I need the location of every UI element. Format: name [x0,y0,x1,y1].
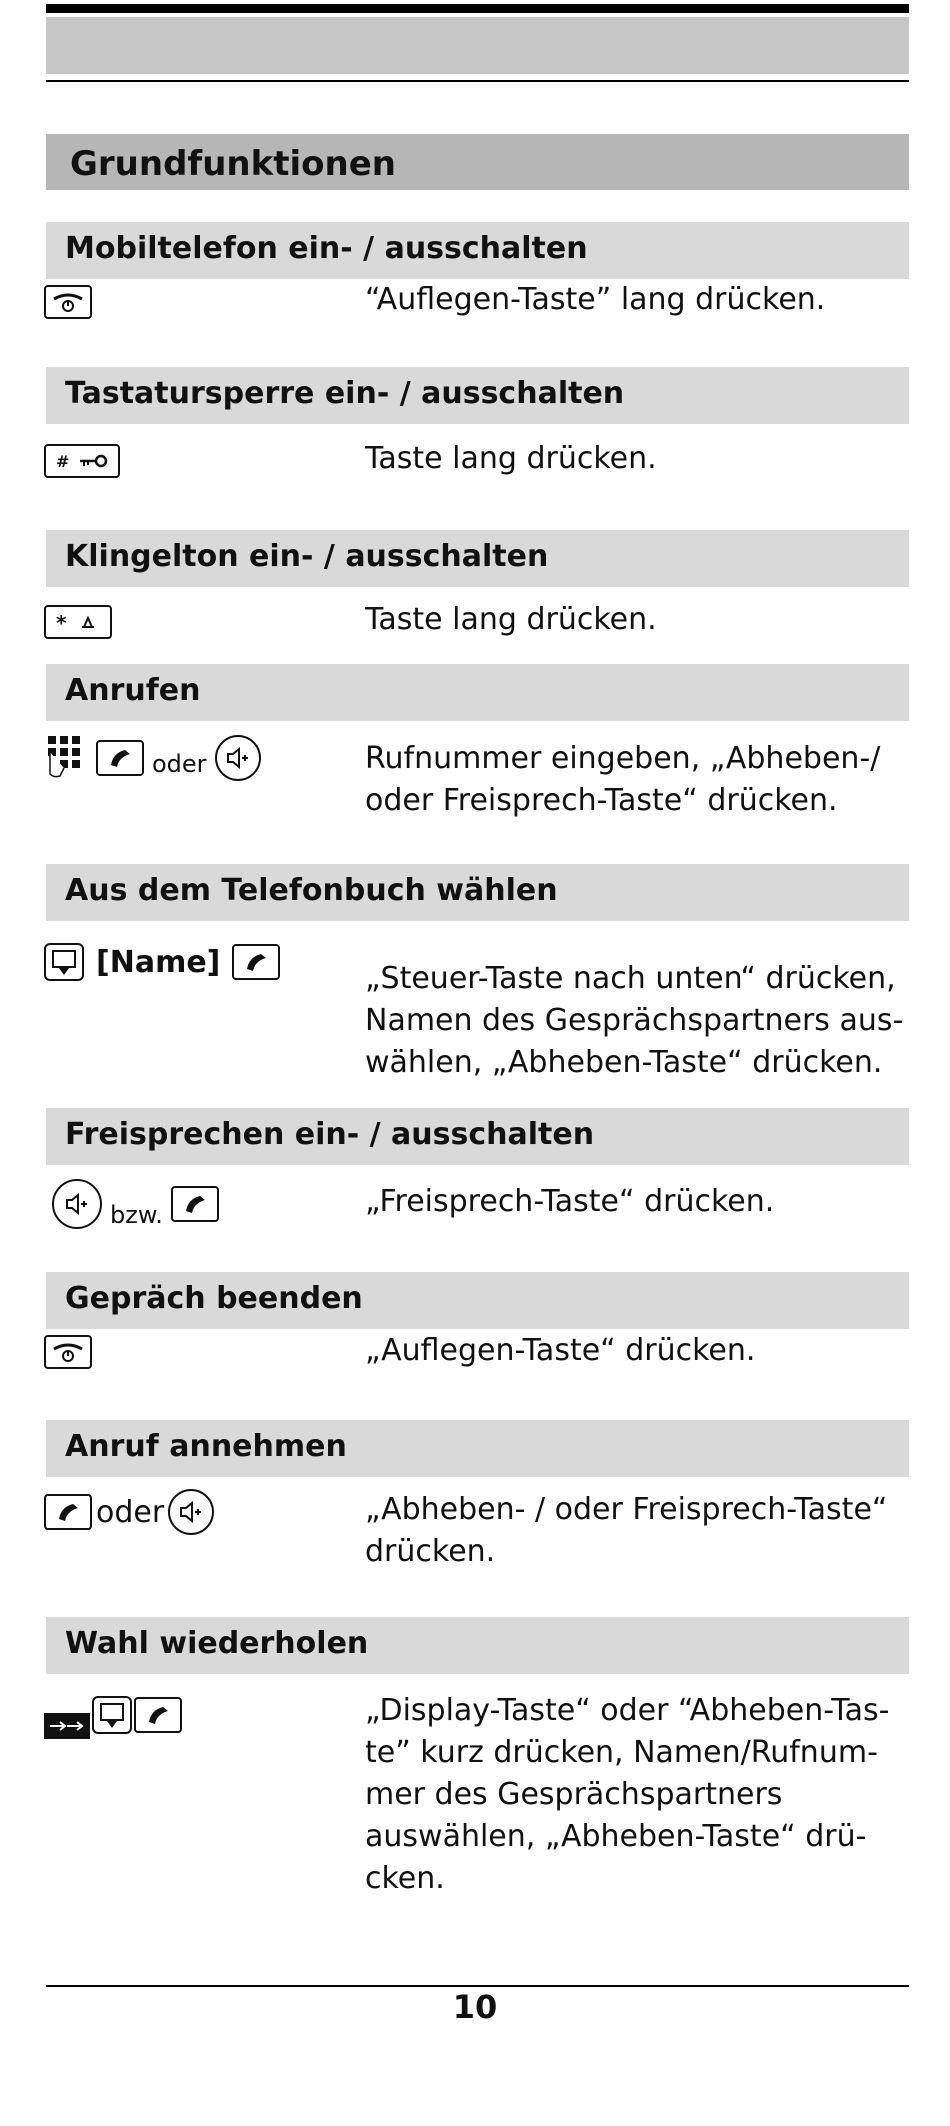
pickup-key-icon [134,1697,182,1733]
section-keys-ringtone [44,592,112,652]
section-description: “Auflegen-Taste” lang drücken. [365,282,826,317]
navigation-key-icon [44,943,84,981]
section-header-ringtone [46,530,909,587]
pickup-key-icon [232,944,280,980]
section-description: „Freisprech-Taste“ drücken. [365,1184,775,1219]
section-title: Aus dem Telefonbuch wählen [65,873,558,908]
section-title: Freisprechen ein- / ausschalten [65,1117,595,1152]
section-keys-speaker [44,1174,219,1234]
connector-text: oder [152,750,207,778]
footer-rule [46,1985,909,1987]
section-description: Taste lang drücken. [365,602,657,637]
svg-text:#: # [56,452,70,471]
speaker-key-icon [168,1489,214,1535]
pickup-key-icon [96,740,144,776]
pickup-key-icon [44,1494,92,1530]
page-title-bar [46,134,909,190]
connector-text: bzw. [110,1201,163,1229]
section-header-answer [46,1420,909,1477]
section-keys-end-call [44,1322,92,1382]
page-number: 10 [452,1988,498,2026]
redial-arrows-icon [44,1713,90,1739]
keypad-icon [44,732,88,784]
section-description: Taste lang drücken. [365,441,657,476]
section-title: Anrufen [65,673,201,708]
speaker-key-icon [215,735,261,781]
section-keys-answer [44,1482,214,1542]
section-title: Gepräch beenden [65,1281,363,1316]
section-keys-phonebook [44,932,280,992]
section-keys-keylock [44,431,120,491]
name-key-label: [Name] [96,944,221,980]
section-header-speaker [46,1108,909,1165]
header-bar [46,17,909,74]
section-keys-power [44,272,92,332]
section-header-phonebook [46,864,909,921]
hangup-key-icon [44,285,92,319]
section-title: Mobiltelefon ein- / ausschalten [65,231,588,266]
svg-text:*: * [56,611,67,634]
section-keys-call [44,728,261,788]
speaker-key-icon [52,1179,102,1229]
section-title: Wahl wiederholen [65,1626,369,1661]
section-description: „Steuer-Taste nach unten“ drücken, Namen des Gesprächspartners auswählen, „Abheben-Taste“ drücken. [365,961,904,1080]
section-description: Rufnummer eingeben, „Abheben-/ oder Freisprech-Taste“ drücken. [365,741,881,818]
navigation-key-icon [92,1696,132,1734]
section-header-end-call [46,1272,909,1329]
hangup-key-icon [44,1335,92,1369]
section-description: „Abheben- / oder Freisprech-Taste“ drücken. [365,1492,888,1569]
top-rule [46,4,909,13]
header-rule [46,80,909,82]
connector-text: oder [96,1494,165,1530]
section-title: Tastatursperre ein- / ausschalten [65,376,625,411]
section-description: „Auflegen-Taste“ drücken. [365,1333,756,1368]
page-title: Grundfunktionen [70,144,396,184]
section-header-call [46,664,909,721]
section-header-keylock [46,367,909,424]
section-description: „Display-Taste“ oder “Abheben-Taste” kurz drücken, Namen/Rufnummer des Gesprächspartners auswählen, „Abheben-Taste“ drücken. [365,1693,890,1896]
hash-key-icon [44,444,120,478]
section-title: Klingelton ein- / ausschalten [65,539,549,574]
section-title: Anruf annehmen [65,1429,347,1464]
section-keys-redial [44,1685,182,1745]
section-header-power [46,222,909,279]
star-key-icon [44,605,112,639]
section-header-redial [46,1617,909,1674]
pickup-key-icon [171,1186,219,1222]
